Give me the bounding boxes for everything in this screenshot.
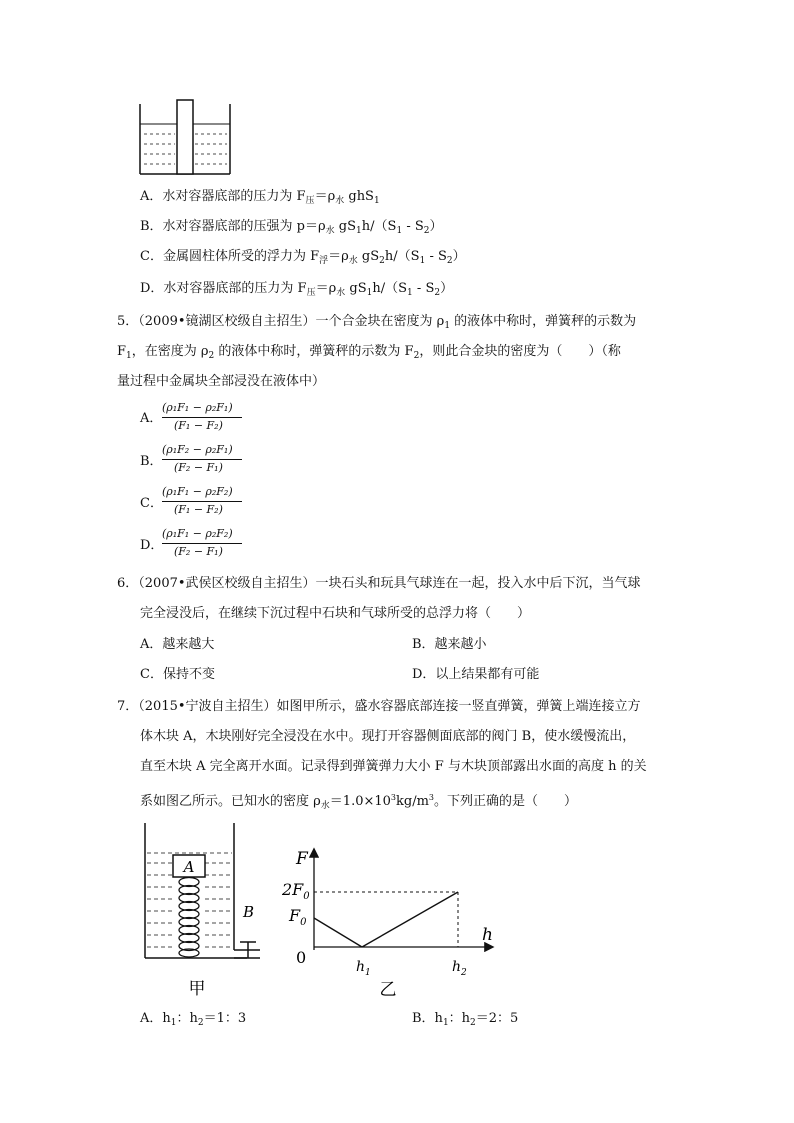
q5-stem-line3: 量过程中金属块全部浸没在液体中） [117, 374, 326, 389]
q7-option-a: A．$h_1$：$h_2=1$：3 [140, 1011, 247, 1028]
q4-option-d: D．水对容器底部的压力为 $F_压=\rho_水$ $gS_1h/(S_1 - S_2)$ [140, 281, 454, 298]
q5-option-c-letter: C． [140, 496, 163, 511]
q5-stem-line1: 5．（2009•镜湖区校级自主招生）一个合金块在密度为 $\rho_1$ 的液体中称时，弹簧秤的示数为 [117, 314, 637, 331]
series-segment-1 [314, 918, 362, 947]
valve-label: B [243, 903, 255, 921]
q6-option-d: D．以上结果都有可能 [412, 667, 540, 682]
q4-option-c: C．金属圆柱体所受的浮力为 $F_浮=\rho_水$ $gS_2h/(S_1 - S_2)$ [140, 249, 466, 266]
origin-label: 0 [296, 948, 307, 967]
q7-stem-line1: 7．（2015•宁波自主招生）如图甲所示，盛水容器底部连接一竖直弹簧，弹簧上端连接立方 [117, 699, 641, 714]
q6-option-b: B．越来越小 [412, 637, 487, 652]
tick-f0: $F_0$ [289, 906, 307, 928]
q5-stem-line2: $F_1$，在密度为 $\rho_2$ 的液体中称时，弹簧秤的示数为 $F_2$，则此合金块的密度为（ ）（称 [117, 344, 621, 361]
x-axis-label: h [482, 925, 493, 945]
q7-option-b: B．$h_1$：$h_2=2$：5 [412, 1011, 519, 1028]
block-label: A [183, 858, 195, 876]
tick-h1: $h_1$ [356, 959, 371, 978]
q7-figure-jia [135, 818, 270, 1003]
series-segment-2 [362, 892, 458, 947]
q5-option-a-letter: A． [140, 411, 163, 426]
q7-stem-line2: 体木块 A，木块刚好完全浸没在水中。现打开容器侧面底部的阀门 B，使水缓慢流出， [140, 729, 636, 744]
y-axis-label: F [296, 849, 308, 869]
q6-option-c: C．保持不变 [140, 667, 215, 682]
q7-stem-line3: 直至木块 A 完全离开水面。记录得到弹簧弹力大小 F 与木块顶部露出水面的高度 h 的关 [140, 759, 647, 774]
q4-container-figure [135, 96, 235, 181]
q6-stem-line1: 6．（2007•武侯区校级自主招生）一块石头和玩具气球连在一起，投入水中后下沉，当气球 [117, 576, 641, 591]
q6-option-a: A．越来越大 [140, 637, 215, 652]
q7-figure-yi [280, 840, 510, 1005]
q5-option-b-letter: B． [140, 454, 163, 469]
q5-option-d-letter: D． [140, 538, 164, 553]
q4-option-a: A．水对容器底部的压力为 $F_压=\rho_水$ ghS$_1$ [140, 189, 380, 206]
q4-option-b: B．水对容器底部的压强为 $p=\rho_水$ $gS_1h/(S_1 - S_2)$ [140, 219, 443, 236]
q7-stem-line4: 系如图乙所示。已知水的密度 $\rho_水=1.0\times 10^3kg/m^3$。下列正确的是（ ） [140, 793, 578, 811]
q6-stem-line2: 完全浸没后，在继续下沉过程中石块和气球所受的总浮力将（ ） [140, 606, 531, 621]
metal-cylinder [177, 100, 193, 174]
tick-2f0: $2F_0$ [282, 880, 310, 902]
tick-h2: $h_2$ [452, 959, 467, 978]
spring [179, 878, 199, 958]
figure-yi-caption: 乙 [379, 980, 397, 1000]
figure-jia-caption: 甲 [188, 979, 206, 999]
